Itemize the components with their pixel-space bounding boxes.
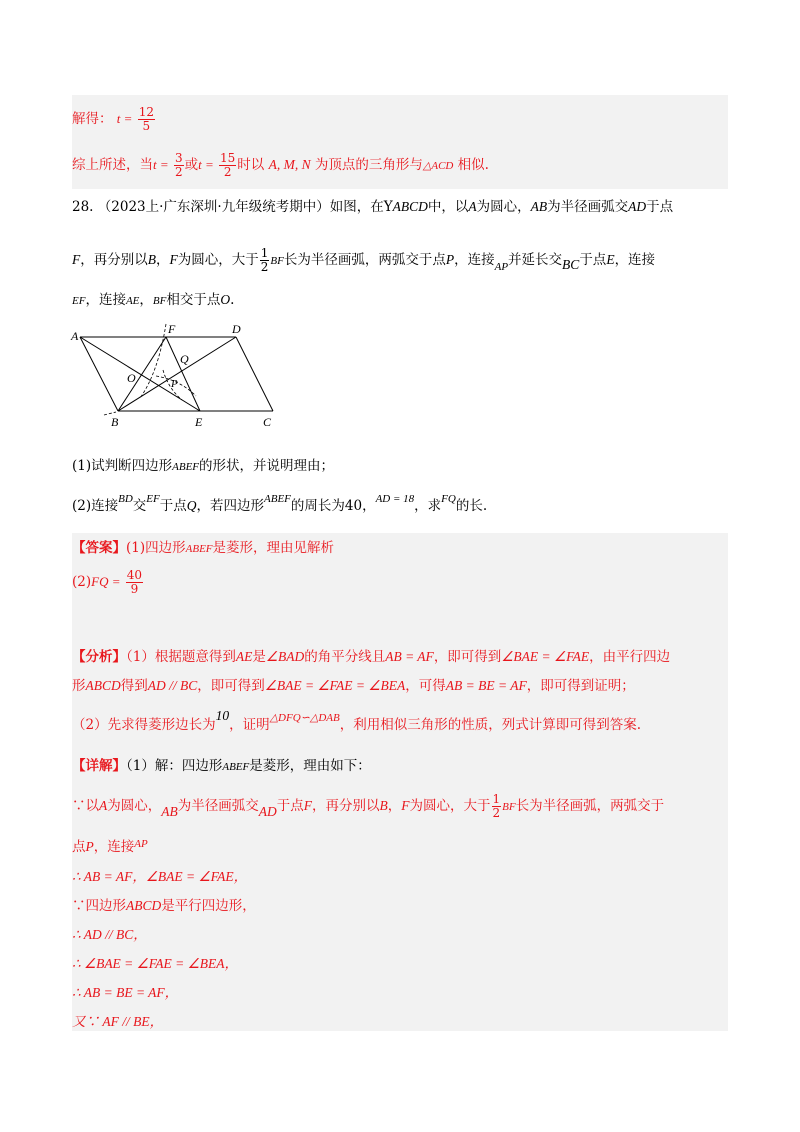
text: 为半径画弧交	[547, 199, 629, 215]
segment-BD	[118, 337, 236, 411]
detail-header	[72, 757, 371, 776]
label-D: D	[232, 322, 241, 336]
label-C: C	[263, 415, 272, 429]
segment-label: BF	[152, 295, 167, 307]
denominator: 5	[142, 119, 151, 133]
text: ，利用相似三角形的性质，列式计算即可得到答案.	[339, 717, 642, 733]
numerator: 12	[138, 105, 155, 119]
analysis-line-2	[72, 677, 635, 695]
text: ，连接	[93, 839, 135, 855]
text: (2)	[72, 574, 92, 590]
analysis-line-3	[72, 708, 642, 735]
text: ，由平行四边	[589, 649, 671, 665]
point-label: E	[606, 252, 615, 267]
problem-number: 28.	[72, 199, 94, 215]
segment-label: FQ	[441, 493, 456, 505]
label-F: F	[168, 322, 176, 336]
text: 交	[132, 498, 147, 514]
label-B: B	[111, 415, 119, 429]
segment-label: BF	[502, 801, 516, 813]
summary-fraction-2	[219, 152, 236, 179]
quad-label: ABCD	[126, 898, 162, 913]
text: 是菱形，理由见解析	[212, 540, 335, 556]
question-2	[72, 493, 488, 516]
point-label: O	[220, 292, 231, 307]
denominator: 2	[492, 806, 501, 820]
analysis-tag: 【分析】	[72, 649, 126, 665]
problem-line-3	[72, 291, 234, 310]
segment-label: AB	[161, 804, 178, 819]
text: ，即可得到	[433, 649, 502, 665]
text: 为圆心，	[107, 798, 162, 814]
label-O: O	[127, 371, 136, 385]
quad-label: ABEF	[264, 493, 291, 505]
text: 中，以	[427, 199, 469, 215]
math: ∠BAE = ∠FAE	[501, 649, 590, 664]
text: ，连接	[85, 292, 126, 308]
summary-text-b: 时以	[237, 157, 265, 173]
quad-label: ABEF	[222, 761, 250, 773]
text: （1）解：四边形	[126, 758, 223, 774]
geometry-figure	[70, 318, 285, 433]
math: FQ =	[91, 574, 121, 589]
text: ，即可得到证明；	[526, 678, 635, 694]
segment-label: AD	[628, 199, 647, 214]
point-label: F	[72, 252, 81, 267]
text: 于点	[579, 252, 607, 268]
numerator: 40	[126, 568, 143, 582]
question-1	[72, 457, 334, 476]
summary-fraction-1	[174, 152, 184, 179]
numerator: 1	[492, 792, 501, 806]
text: 于点	[159, 498, 187, 514]
math: AB = AF	[385, 649, 434, 664]
text: ，连接	[454, 252, 495, 268]
text: ，求	[414, 498, 442, 514]
text: 的形状，并说明理由；	[199, 458, 335, 474]
math: △DFQ∽△DAB	[269, 712, 340, 724]
point-label: A	[468, 199, 477, 214]
text: 并延长交	[508, 252, 563, 268]
text: ∵以	[72, 798, 99, 814]
numerator: 3	[174, 151, 183, 165]
problem-line-1	[72, 198, 673, 216]
text: 的长.	[455, 498, 488, 514]
text: 点	[72, 839, 86, 855]
text: (2)连接	[72, 498, 119, 514]
text: 是菱形，理由如下：	[249, 758, 371, 774]
summary-text-a: 综上所述，当	[72, 157, 153, 173]
math: AD // BC	[147, 678, 198, 693]
denominator: 2	[260, 260, 269, 274]
text: 为圆心，	[476, 199, 531, 215]
side-DC	[236, 337, 273, 411]
point-label: Q	[186, 498, 197, 513]
text: 长为半径画弧，两弧交于	[515, 798, 665, 814]
arc-A	[140, 324, 166, 398]
half-fraction	[492, 793, 502, 820]
detail-step-8: 又∵ AF // BE，	[72, 1014, 164, 1029]
point-label: B	[379, 798, 388, 813]
text: ，	[139, 292, 153, 308]
solve-eq-left: t =	[116, 111, 133, 126]
text: (1)四边形	[126, 540, 186, 556]
summary-text-c: 为顶点的三角形与	[314, 157, 423, 173]
segment-label: BF	[270, 255, 284, 267]
segment-label: BC	[562, 257, 580, 272]
text: ，若四边形	[196, 498, 264, 514]
text: ∵四边形	[72, 898, 126, 914]
label-A: A	[71, 329, 79, 343]
math: AB = BE = AF	[445, 678, 527, 693]
label-E: E	[195, 415, 203, 429]
text: 相交于点	[166, 292, 221, 308]
summary-t1: t =	[153, 157, 169, 172]
segment-BF	[118, 337, 166, 411]
text: 形	[72, 678, 86, 694]
text: ，可得	[405, 678, 446, 694]
text: （1）根据题意得到	[126, 649, 236, 665]
text: 于点	[646, 199, 674, 215]
segment-EF	[166, 337, 200, 411]
detail-step-7: ∴ AB = BE = AF，	[72, 985, 179, 1000]
text: ，连接	[614, 252, 656, 268]
parallelogram-symbol: Y	[383, 199, 393, 215]
side-length: 10	[215, 708, 230, 723]
answer-line-1	[72, 539, 334, 558]
segment-label: AE	[125, 295, 140, 307]
para-name: ABCD	[392, 199, 428, 214]
point-label: F	[303, 798, 312, 813]
segment-label: AE	[235, 649, 253, 664]
text: ，再分别以	[312, 798, 380, 814]
segment-label: EF	[146, 493, 160, 505]
segment-label: AP	[134, 838, 148, 850]
segment-label: AB	[530, 199, 548, 214]
text: ，即可得到	[197, 678, 265, 694]
point-label: F	[401, 798, 410, 813]
quad-label: ABEF	[172, 461, 200, 473]
answer-line-2	[72, 566, 144, 598]
analysis-line-1	[72, 648, 670, 666]
segment-label: AD	[258, 804, 277, 819]
point-label: B	[147, 252, 156, 267]
summary-triangle: △ACD	[422, 160, 454, 172]
detail-step-3: ∴ AB = AF，∠BAE = ∠FAE，	[72, 869, 248, 884]
text: ，证明	[229, 717, 270, 733]
summary-t2: t =	[198, 157, 214, 172]
solve-fraction	[138, 106, 155, 133]
quad-label: ABEF	[185, 543, 213, 555]
text: 为圆心，大于	[409, 798, 491, 814]
solve-label: 解得：	[72, 111, 113, 127]
numerator: 1	[260, 246, 269, 260]
summary-line	[72, 150, 489, 181]
detail-step-5: ∴ AD // BC，	[72, 927, 147, 942]
half-fraction	[260, 247, 270, 274]
point-label: P	[85, 839, 94, 854]
segment-label: BD	[118, 493, 133, 505]
detail-step-2	[72, 838, 148, 857]
detail-tag: 【详解】	[72, 758, 126, 774]
answer-fraction	[126, 569, 143, 596]
text: 为半径画弧交	[177, 798, 259, 814]
text: 是	[252, 649, 266, 665]
side-AB	[80, 337, 118, 411]
text: 得到	[120, 678, 148, 694]
text: .	[230, 292, 235, 308]
detail-step-6: ∴ ∠BAE = ∠FAE = ∠BEA，	[72, 956, 238, 971]
text: (1)试判断四边形	[72, 458, 173, 474]
label-P: P	[171, 378, 178, 390]
answer-tag: 【答案】	[72, 540, 126, 556]
point-label: F	[169, 252, 178, 267]
text: （2）先求得菱形边长为	[72, 717, 216, 733]
math: ∠BAE = ∠FAE = ∠BEA	[264, 678, 406, 693]
problem-line-2	[72, 244, 655, 277]
segment-label: AP	[494, 261, 509, 273]
detail-step-1	[72, 790, 664, 823]
quad-label: ABCD	[85, 678, 121, 693]
solve-line	[72, 104, 156, 134]
denominator: 2	[174, 165, 183, 179]
point-label: P	[445, 252, 455, 267]
text: ，再分别以	[80, 252, 148, 268]
summary-points: A, M, N	[268, 157, 311, 172]
point-label: A	[99, 798, 108, 813]
text: ，	[387, 798, 402, 814]
text: ，	[156, 252, 170, 268]
detail-step-4	[72, 897, 256, 915]
problem-source: （2023上·广东深圳·九年级统考期中）如图，在	[97, 199, 384, 215]
text: 于点	[276, 798, 304, 814]
text: 为圆心，大于	[177, 252, 259, 268]
denominator: 2	[223, 165, 232, 179]
text: 的周长为40，	[290, 498, 376, 514]
summary-or: 或	[184, 157, 199, 173]
label-Q: Q	[180, 352, 189, 366]
text: 长为半径画弧，两弧交于点	[283, 252, 446, 268]
denominator: 9	[130, 582, 139, 596]
segment-label: EF	[72, 295, 86, 307]
text: 是平行四边形，	[161, 898, 256, 914]
given-value: AD = 18	[375, 493, 415, 505]
numerator: 15	[220, 151, 236, 165]
text: 的角平分线且	[304, 649, 386, 665]
math: ∠BAD	[265, 649, 305, 664]
summary-text-d: 相似.	[457, 157, 489, 173]
